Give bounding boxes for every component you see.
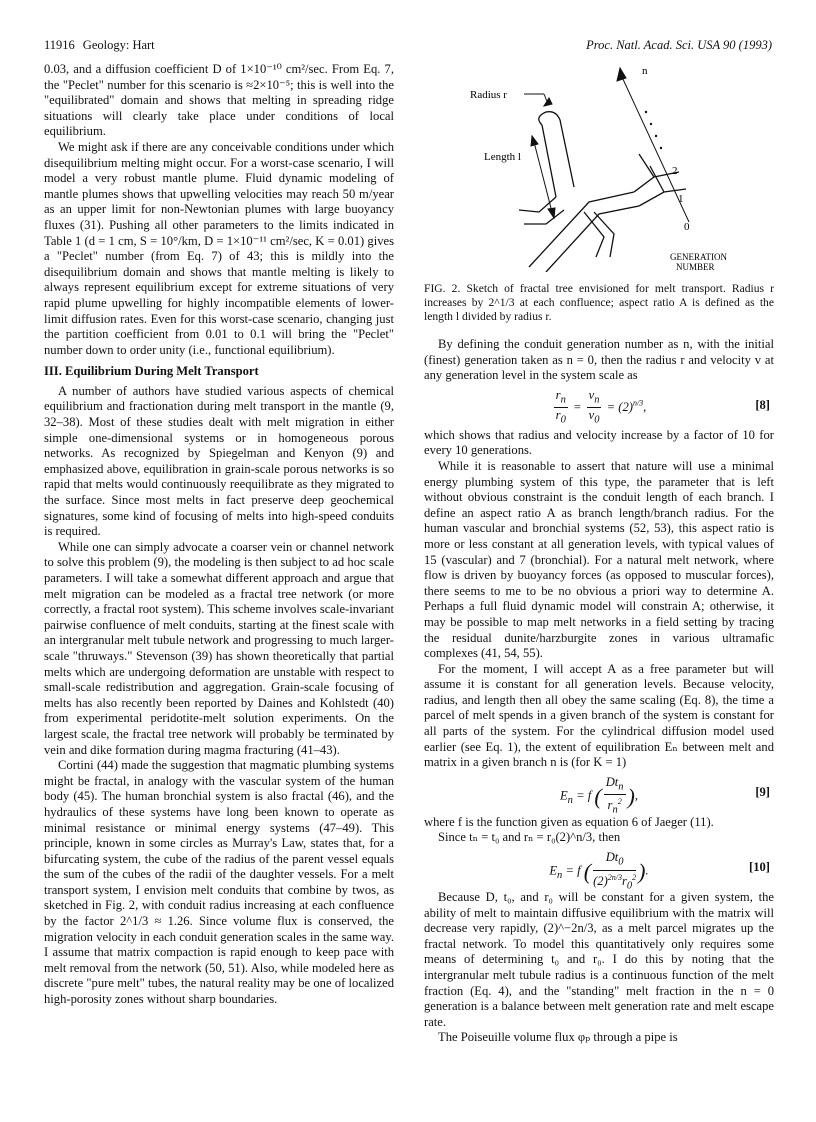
paragraph: Since tₙ = t₀ and rₙ = r₀(2)^n/3, then <box>438 830 621 845</box>
figure-2 <box>424 62 774 337</box>
page-number: 11916 <box>44 38 75 52</box>
paragraph: For the moment, I will accept A as a free parameter but will assume it is constant for all generation levels. Because velocity, radius, and length then all obey the same scaling (Eq. 8), the time a parcel of melt spends in a given branch of the system is constant for all parts of the system. For the cylindrical diffusion model used earlier (see Eq. 1), the extent of equilibration Eₙ between melt and matrix in a given branch n is (for K = 1) <box>424 661 774 770</box>
radius-label: Radius r <box>470 89 507 101</box>
header-section: Geology: Hart <box>82 38 155 52</box>
gen-n-label: n <box>642 65 648 77</box>
paragraph: The Poiseuille volume flux φₚ through a pipe is <box>438 1030 678 1045</box>
paragraph: which shows that radius and velocity increase by a factor of 10 for every 10 generations. <box>424 427 774 458</box>
equation-9: $E_n = f$ ( $\frac{Dt_n}{r_n^2}$ ), [9] <box>559 774 770 817</box>
paragraph: We might ask if there are any conceivable conditions under which disequilibrium melting might occur. For a worst-case scenario, I will model a very robust mantle plume. Fluid dynamic modeling of mantle plumes shows that upwelling velocities may reach 50 m/year as an upper limit for non-Newtonian plumes with large buoyancy fluxes (31). Pushing all other parameters to the limits indicated in Table 1 (d = 1 cm, S = 10°/km, D = 1×10⁻¹¹ cm²/sec, K = 0.01) gives a "Peclet" number (from Eq. 7) of 43; this is mildly into the disequilibrium domain and shows that mantle melting is likely to always represent equilibrium except for extreme situations of very rapid plume upwelling for highly incompatible elements of lower-limit diffusion rates. Even for this worst-case scenario, changing just the partition coefficient from 0.01 to 0.1 will bring the "Peclet" number down to order unity (i.e., functional equilibrium). <box>44 139 394 357</box>
number-label: NUMBER <box>676 262 715 272</box>
header-left <box>44 38 155 53</box>
gen-1-label: 1 <box>678 193 684 205</box>
paragraph: While it is reasonable to assert that nature will use a minimal energy plumbing system of this type, the parameter that is left without obvious constraint is the conduit length of each branch. I define an aspect ratio A as branch length/branch radius. For the human vascular and bronchial systems (52, 53), this aspect ratio is more or less constant at all generation levels, with typical values of 15 (vascular) and 7 (bronchial). For a natural melt network, where flow is driven by buoyancy forces (as opposed to muscular forces), there seems to me to be no obvious a priori way to determine A. Perhaps a full fluid dynamic model will constrain A; otherwise, it may be possible to map melt networks in a field setting by tracing the residual dunite/harzburgite zones in various ultramafic complexes (41, 54, 55). <box>424 458 774 661</box>
right-column <box>424 62 774 1046</box>
fractal-tree-sketch <box>424 62 774 272</box>
gen-0-label: 0 <box>684 221 690 233</box>
figure-caption: FIG. 2. Sketch of fractal tree envisioned for melt transport. Radius r increases by 2^1/3 at each confluence; aspect ratio A is defined as the length l divided by radius r. <box>424 282 774 323</box>
running-header <box>44 38 772 56</box>
paragraph: Cortini (44) made the suggestion that magmatic plumbing systems might be fractal, in analogy with the vascular system of the human body (45). The human bronchial system is also fractal (46), and the hydraulics of these systems have long been known to operate as minimal resistance or minimal energy systems (47–49). This principle, known in some circles as Murray's Law, states that, for a bifurcating system, the cube of the radius of the parent vessel equals the sum of the cubes of the radii of the daughter vessels. For a melt transport system, I envision melt conduits that combine by twos, as sketched in Fig. 2, with conduit radius increasing at each confluence by the factor 2^1/3 ≈ 1.26. Since volume flux is conserved, the migration velocity in each conduit generation scales in the same way. I assume that matrix compaction is rapid enough to keep pace with melt removal from the network (50, 51). Also, while modeled here as discrete "pure melt" tubes, the natural reality may be one of localized high-porosity zones without sharp boundaries. <box>44 758 394 1007</box>
length-label: Length l <box>484 151 521 163</box>
generation-label: GENERATION <box>670 252 727 262</box>
paragraph: where f is the function given as equation 6 of Jaeger (11). <box>424 814 714 829</box>
paragraph: A number of authors have studied various aspects of chemical equilibrium and fractionation during melt transport in the mantle (9, 32–38). Most of these studies dealt with melt migration in either simple one-dimensional systems or in homogeneous porous networks. As recognized by Spiegelman and Kenyon (9) and emphasized above, equilibration in grain-scale porous networks is so rapid that melts would continuously reequilibrate as they migrated to the surface. Since most melts in fact preserve deep geochemical signatures, some kind of focusing of melts into high-speed conduits is required. <box>44 383 394 539</box>
paragraph: By defining the conduit generation number as n, with the initial (finest) generation taken as n = 0, then the radius r and velocity v at any generation level in the system scale as <box>424 337 774 383</box>
equation-8: $\frac{r_n}{r_0}$ = $\frac{v_n}{v_0}$ = $(2)^{n/3}$, [8] <box>555 387 770 426</box>
equation-number: [10] <box>749 860 770 875</box>
section-heading: III. Equilibrium During Melt Transport <box>44 364 259 379</box>
paragraph: While one can simply advocate a coarser vein or channel network to solve this problem (9), the modeling is then subject to ad hoc scale parameters. I will take a somewhat different approach and argue that melt migration can be modeled as a fractal tree network (or more correctly, a fractal root system). This scheme involves scale-invariant pairwise confluence of melt conduits, starting at the finest scale with an intergranular melt tubule network and progressing to much larger-scale "thruways." Stevenson (39) has shown theoretically that partial melts which are undergoing deformation are unstable with respect to small-scale redistribution and aggregation. Grain-scale focusing of melts has also recently been reported by Daines and Kohlstedt (40) from experimental peridotite-melt solution experiments. On the largest scale, the fractal tree network will probably be terminated by vein and dike formation during magma fracturing (41–43). <box>44 539 394 757</box>
gen-2-label: 2 <box>672 165 678 177</box>
paragraph: 0.03, and a diffusion coefficient D of 1×10⁻¹⁰ cm²/sec. From Eq. 7, the "Peclet" number for this scenario is ≈2×10⁻⁵; this is well into the "equilibrated" domain and shows that melting in spreading ridge situations will clearly take place under conditions of local equilibrium. <box>44 62 394 139</box>
journal-citation: Proc. Natl. Acad. Sci. USA 90 (1993) <box>586 38 772 52</box>
paragraph: Because D, t₀, and r₀ will be constant for a given system, the ability of melt to maintain diffusive equilibrium with the matrix will decrease very rapidly, (2)^−2n/3, as a melt parcel migrates up the fractal network. To model this quantitatively only requires some means of determining t₀ and r₀. I do this by noting that the intergranular melt tubule radius is a continuous function of the melt fraction (Eq. 4), and the "standing" melt fraction in the n = 0 generation is a balance between melt generation rate and melt escape rate. <box>424 890 774 1029</box>
left-column <box>44 62 394 1008</box>
equation-number: [9] <box>755 784 770 799</box>
equation-10: $E_n = f$ ( $\frac{Dt_0}{(2)^{2n/3}r_0^2}$ ). [10] <box>549 850 770 892</box>
equation-number: [8] <box>755 397 770 412</box>
